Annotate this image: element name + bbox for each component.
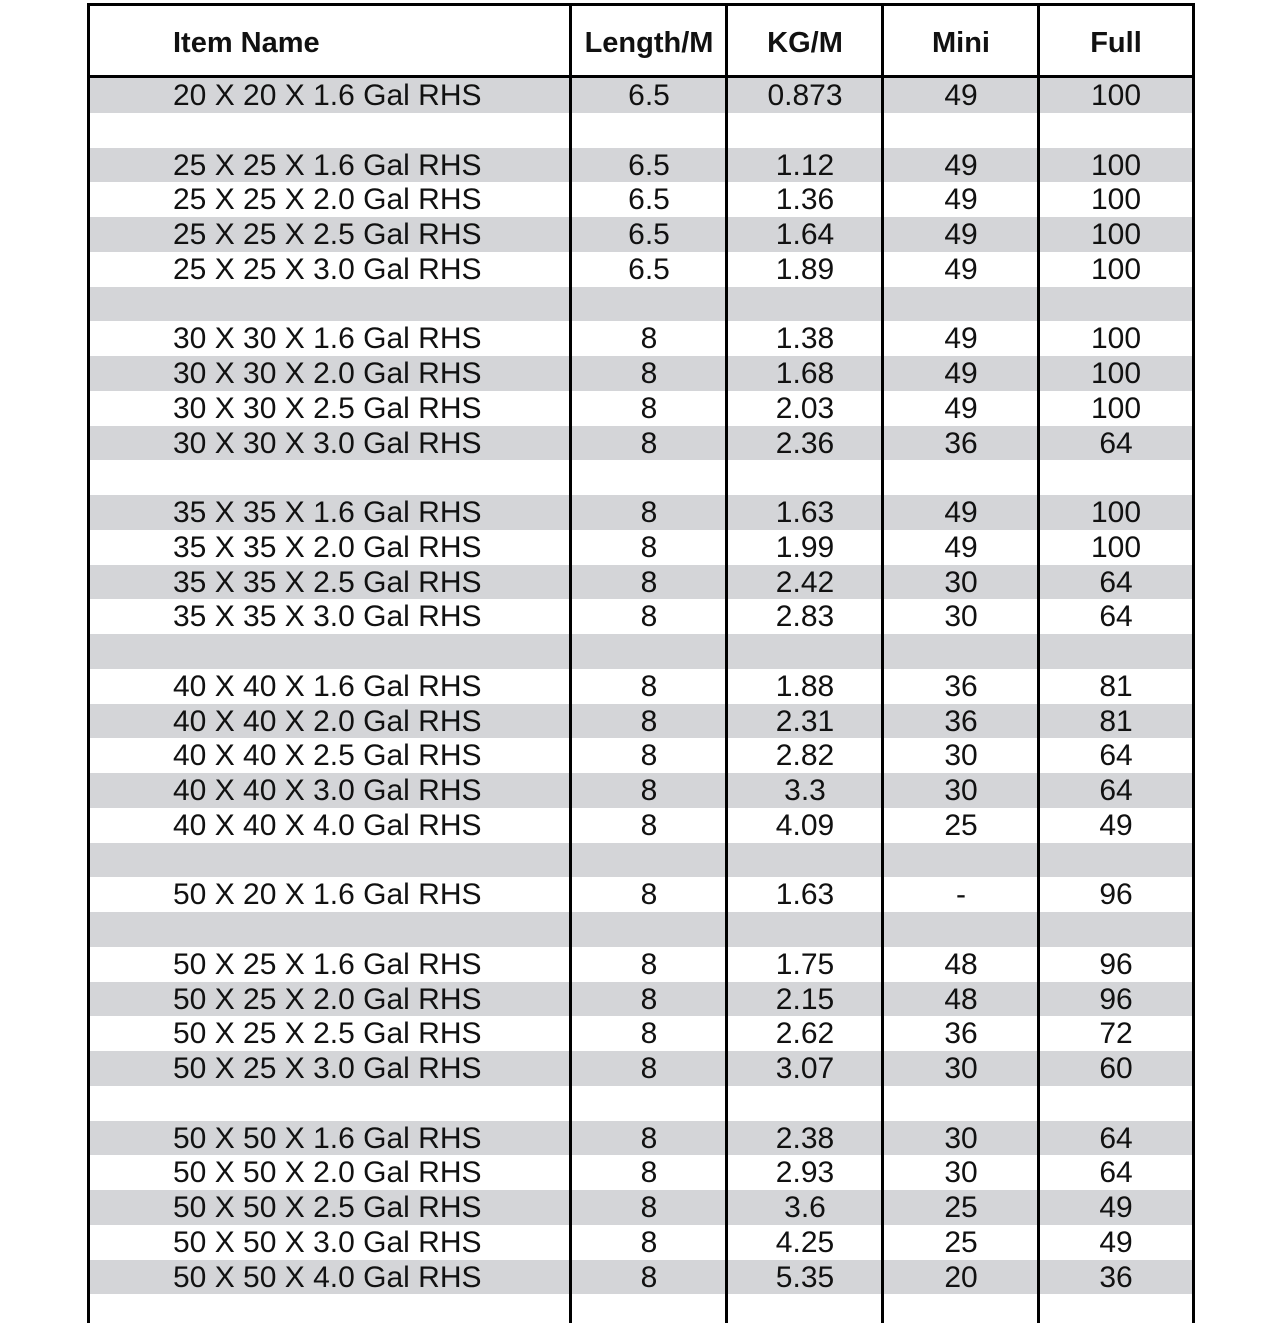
table-row [90, 321, 1192, 356]
length-cell: 8 [640, 1225, 658, 1259]
kg-per-m-cell: 0.873 [767, 79, 843, 112]
kg-per-m-cell: 1.75 [775, 947, 835, 981]
item-name-cell: 30 X 30 X 2.0 Gal RHS [173, 357, 482, 390]
kg-per-m-cell: 4.25 [775, 1225, 835, 1259]
mini-cell: 49 [944, 79, 978, 112]
length-cell: 8 [640, 704, 658, 738]
kg-per-m-cell: 2.36 [775, 426, 835, 460]
length-cell: 8 [640, 982, 658, 1016]
length-cell: 8 [640, 565, 658, 599]
length-cell [572, 912, 726, 947]
full-cell: 64 [1099, 739, 1133, 773]
header-length: Length/M [584, 27, 714, 59]
mini-cell: 30 [944, 739, 978, 773]
table-row [90, 1190, 1192, 1225]
kg-per-m-cell: 1.68 [775, 357, 835, 390]
table-row [90, 982, 1192, 1017]
table-row [90, 912, 1192, 947]
item-name-cell: 35 X 35 X 3.0 Gal RHS [173, 600, 482, 634]
length-cell: 8 [640, 739, 658, 773]
item-name-cell: 20 X 20 X 1.6 Gal RHS [173, 79, 482, 112]
full-cell: 96 [1099, 878, 1133, 912]
column-divider [881, 6, 884, 1323]
mini-cell: 30 [944, 1156, 978, 1190]
full-cell: 81 [1099, 704, 1133, 738]
mini-cell [884, 634, 1038, 669]
header-mini: Mini [932, 27, 990, 59]
mini-cell [884, 460, 1038, 495]
kg-per-m-cell: 1.36 [775, 183, 835, 217]
mini-cell: 30 [944, 774, 978, 807]
length-cell [572, 634, 726, 669]
kg-per-m-cell: 1.12 [775, 148, 835, 182]
mini-cell [884, 843, 1038, 878]
table-row [90, 287, 1192, 322]
full-cell [1040, 912, 1192, 947]
length-cell: 8 [640, 1156, 658, 1190]
table-row [90, 78, 1192, 113]
full-cell: 64 [1099, 1121, 1133, 1155]
item-name-cell: 50 X 25 X 1.6 Gal RHS [173, 947, 482, 981]
full-cell: 100 [1090, 322, 1142, 356]
table-row [90, 495, 1192, 530]
mini-cell: 25 [944, 1191, 978, 1224]
table-row [90, 773, 1192, 808]
length-cell [572, 1086, 726, 1121]
length-cell [572, 1294, 726, 1329]
item-name-cell: 40 X 40 X 3.0 Gal RHS [173, 774, 482, 807]
mini-cell: 49 [944, 252, 978, 286]
table-row [90, 391, 1192, 426]
length-cell: 8 [640, 1017, 658, 1051]
length-cell: 8 [640, 878, 658, 912]
header-full: Full [1090, 27, 1142, 59]
item-name-cell: 50 X 50 X 2.0 Gal RHS [173, 1156, 482, 1190]
mini-cell: 49 [944, 391, 978, 425]
table-row [90, 808, 1192, 843]
length-cell [572, 287, 726, 322]
kg-per-m-cell: 2.31 [775, 704, 835, 738]
kg-per-m-cell: 2.82 [775, 739, 835, 773]
mini-cell: 49 [944, 148, 978, 182]
mini-cell: 49 [944, 218, 978, 251]
item-name-cell: 40 X 40 X 2.0 Gal RHS [173, 704, 482, 738]
item-name-cell: 50 X 50 X 3.0 Gal RHS [173, 1225, 482, 1259]
item-name-cell: 50 X 25 X 3.0 Gal RHS [173, 1052, 482, 1085]
item-name-cell: 50 X 25 X 2.0 Gal RHS [173, 982, 482, 1016]
mini-cell [884, 1294, 1038, 1329]
length-cell: 8 [640, 322, 658, 356]
length-cell: 6.5 [628, 252, 670, 286]
item-name-cell: 25 X 25 X 2.5 Gal RHS [173, 218, 482, 251]
item-name-cell: 30 X 30 X 1.6 Gal RHS [173, 322, 482, 356]
item-name-cell: 25 X 25 X 3.0 Gal RHS [173, 252, 482, 286]
kg-per-m-cell: 2.42 [775, 565, 835, 599]
kg-per-m-cell: 2.62 [775, 1017, 835, 1051]
table-row [90, 634, 1192, 669]
length-cell: 8 [640, 947, 658, 981]
full-cell: 100 [1090, 530, 1142, 564]
full-cell: 100 [1090, 357, 1142, 390]
length-cell: 8 [640, 1121, 658, 1155]
mini-cell: 30 [944, 1052, 978, 1085]
table-row [90, 148, 1192, 183]
length-cell: 8 [640, 1052, 658, 1085]
kg-per-m-cell [728, 287, 882, 322]
full-cell [1040, 460, 1192, 495]
full-cell: 100 [1090, 218, 1142, 251]
item-name-cell: 35 X 35 X 2.0 Gal RHS [173, 530, 482, 564]
table-row [90, 1225, 1192, 1260]
full-cell: 96 [1099, 982, 1133, 1016]
column-divider [1037, 6, 1040, 1323]
mini-cell: 49 [944, 322, 978, 356]
length-cell: 8 [640, 600, 658, 634]
kg-per-m-cell: 2.03 [775, 391, 835, 425]
full-cell [1040, 634, 1192, 669]
item-name-cell: 35 X 35 X 2.5 Gal RHS [173, 565, 482, 599]
header-kg: KG/M [767, 27, 843, 59]
kg-per-m-cell: 1.63 [775, 878, 835, 912]
table-row [90, 669, 1192, 704]
table-row [90, 530, 1192, 565]
kg-per-m-cell: 2.38 [775, 1121, 835, 1155]
mini-cell: 36 [944, 426, 978, 460]
mini-cell: 48 [944, 947, 978, 981]
full-cell [1040, 1294, 1192, 1329]
full-cell: 36 [1099, 1260, 1133, 1294]
kg-per-m-cell [728, 912, 882, 947]
full-cell [1040, 843, 1192, 878]
full-cell: 64 [1099, 774, 1133, 807]
table-row [90, 599, 1192, 634]
mini-cell: 25 [944, 1225, 978, 1259]
kg-per-m-cell: 2.93 [775, 1156, 835, 1190]
kg-per-m-cell: 2.15 [775, 982, 835, 1016]
full-cell: 100 [1090, 391, 1142, 425]
full-cell: 100 [1090, 252, 1142, 286]
item-name-cell: 35 X 35 X 1.6 Gal RHS [173, 496, 482, 529]
full-cell: 64 [1099, 426, 1133, 460]
table-row [90, 738, 1192, 773]
item-name-cell: 40 X 40 X 4.0 Gal RHS [173, 808, 482, 842]
table-row [90, 704, 1192, 739]
table-row [90, 1086, 1192, 1121]
mini-cell [884, 912, 1038, 947]
column-divider [569, 6, 572, 1323]
full-cell: 49 [1099, 1191, 1133, 1224]
full-cell: 49 [1099, 1225, 1133, 1259]
mini-cell [884, 113, 1038, 148]
item-name-cell: 50 X 50 X 2.5 Gal RHS [173, 1191, 482, 1224]
mini-cell: 49 [944, 183, 978, 217]
mini-cell: 48 [944, 982, 978, 1016]
length-cell: 6.5 [628, 218, 670, 251]
table-row [90, 113, 1192, 148]
full-cell: 64 [1099, 565, 1133, 599]
mini-cell: 49 [944, 496, 978, 529]
full-cell: 49 [1099, 808, 1133, 842]
item-name-cell: 50 X 50 X 4.0 Gal RHS [173, 1260, 482, 1294]
mini-cell [884, 1086, 1038, 1121]
full-cell: 81 [1099, 669, 1133, 703]
mini-cell: 49 [944, 530, 978, 564]
length-cell: 8 [640, 426, 658, 460]
kg-per-m-cell [728, 1086, 882, 1121]
header-item-name: Item Name [173, 27, 320, 59]
length-cell: 6.5 [628, 148, 670, 182]
length-cell [572, 843, 726, 878]
mini-cell: 30 [944, 565, 978, 599]
full-cell [1040, 113, 1192, 148]
kg-per-m-cell [728, 634, 882, 669]
mini-cell: 49 [944, 357, 978, 390]
table-row [90, 1294, 1192, 1329]
item-name-cell: 40 X 40 X 2.5 Gal RHS [173, 739, 482, 773]
kg-per-m-cell: 5.35 [775, 1260, 835, 1294]
kg-per-m-cell: 4.09 [775, 808, 835, 842]
product-table [87, 3, 1195, 1323]
kg-per-m-cell: 1.89 [775, 252, 835, 286]
kg-per-m-cell: 3.6 [784, 1191, 826, 1224]
kg-per-m-cell: 1.64 [775, 218, 835, 251]
table-header [90, 6, 1192, 78]
kg-per-m-cell [728, 1294, 882, 1329]
table-row [90, 460, 1192, 495]
length-cell: 8 [640, 1191, 658, 1224]
mini-cell [884, 287, 1038, 322]
table-row [90, 1051, 1192, 1086]
mini-cell: 25 [944, 808, 978, 842]
full-cell: 100 [1090, 496, 1142, 529]
full-cell: 60 [1099, 1052, 1133, 1085]
length-cell [572, 460, 726, 495]
length-cell: 8 [640, 774, 658, 807]
table-row [90, 356, 1192, 391]
table-row [90, 252, 1192, 287]
length-cell: 6.5 [628, 79, 670, 112]
full-cell: 72 [1099, 1017, 1133, 1051]
table-row [90, 182, 1192, 217]
table-row [90, 1016, 1192, 1051]
full-cell: 96 [1099, 947, 1133, 981]
item-name-cell: 25 X 25 X 2.0 Gal RHS [173, 183, 482, 217]
item-name-cell: 30 X 30 X 3.0 Gal RHS [173, 426, 482, 460]
full-cell: 100 [1090, 148, 1142, 182]
column-divider [725, 6, 728, 1323]
table-row [90, 947, 1192, 982]
mini-cell: 20 [944, 1260, 978, 1294]
mini-cell: - [956, 878, 966, 912]
length-cell: 8 [640, 808, 658, 842]
item-name-cell: 40 X 40 X 1.6 Gal RHS [173, 669, 482, 703]
item-name-cell: 25 X 25 X 1.6 Gal RHS [173, 148, 482, 182]
kg-per-m-cell: 2.83 [775, 600, 835, 634]
item-name-cell: 50 X 20 X 1.6 Gal RHS [173, 878, 482, 912]
mini-cell: 30 [944, 600, 978, 634]
item-name-cell: 50 X 25 X 2.5 Gal RHS [173, 1017, 482, 1051]
length-cell: 8 [640, 391, 658, 425]
table-row [90, 1121, 1192, 1156]
item-name-cell: 30 X 30 X 2.5 Gal RHS [173, 391, 482, 425]
mini-cell: 36 [944, 669, 978, 703]
kg-per-m-cell: 1.38 [775, 322, 835, 356]
full-cell [1040, 1086, 1192, 1121]
length-cell: 8 [640, 496, 658, 529]
mini-cell: 36 [944, 704, 978, 738]
table-row [90, 1155, 1192, 1190]
table-row [90, 426, 1192, 461]
full-cell: 64 [1099, 1156, 1133, 1190]
full-cell: 100 [1090, 79, 1142, 112]
length-cell: 8 [640, 1260, 658, 1294]
kg-per-m-cell: 1.99 [775, 530, 835, 564]
length-cell: 8 [640, 357, 658, 390]
table-row [90, 217, 1192, 252]
table-row [90, 1260, 1192, 1295]
table-row [90, 843, 1192, 878]
length-cell [572, 113, 726, 148]
kg-per-m-cell: 1.88 [775, 669, 835, 703]
mini-cell: 30 [944, 1121, 978, 1155]
kg-per-m-cell [728, 843, 882, 878]
kg-per-m-cell: 3.07 [775, 1052, 835, 1085]
full-cell: 100 [1090, 183, 1142, 217]
kg-per-m-cell [728, 460, 882, 495]
table-row [90, 877, 1192, 912]
kg-per-m-cell [728, 113, 882, 148]
kg-per-m-cell: 1.63 [775, 496, 835, 529]
mini-cell: 36 [944, 1017, 978, 1051]
length-cell: 8 [640, 530, 658, 564]
length-cell: 6.5 [628, 183, 670, 217]
item-name-cell: 50 X 50 X 1.6 Gal RHS [173, 1121, 482, 1155]
full-cell: 64 [1099, 600, 1133, 634]
table-row [90, 565, 1192, 600]
full-cell [1040, 287, 1192, 322]
length-cell: 8 [640, 669, 658, 703]
kg-per-m-cell: 3.3 [784, 774, 826, 807]
